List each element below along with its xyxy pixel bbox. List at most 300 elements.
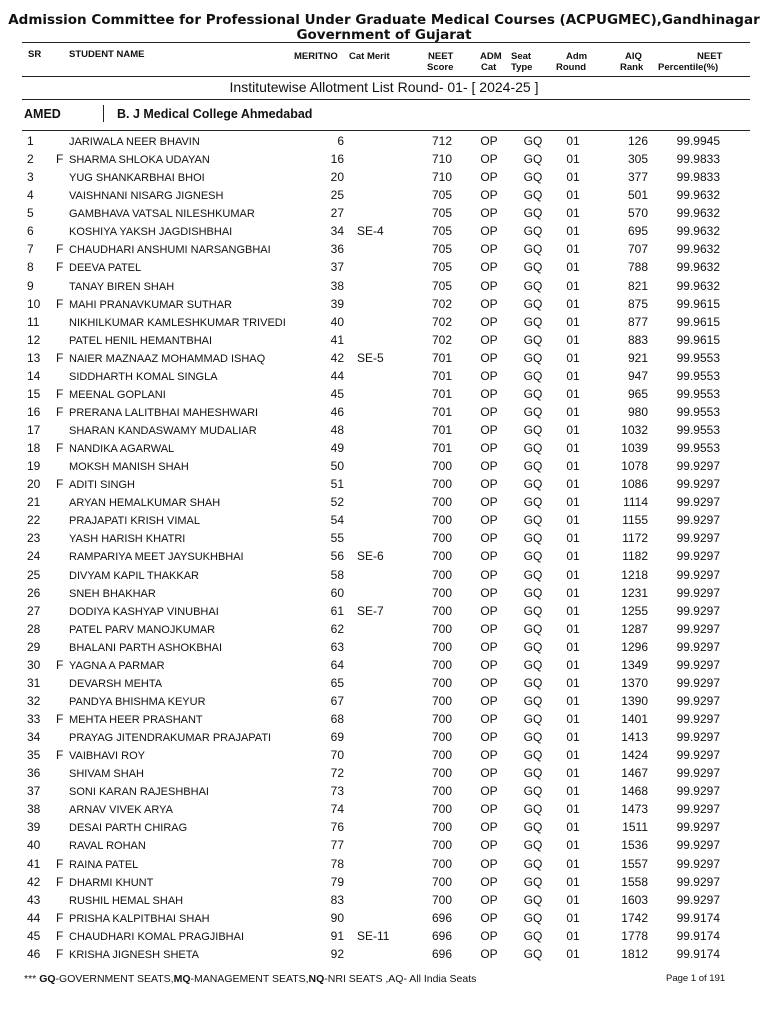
col-percentile-2: Percentile(%) (658, 62, 719, 73)
student-name-cell: BHALANI PARTH ASHOKBHAI (69, 641, 223, 654)
adm-round-cell: 01 (566, 459, 580, 474)
aiq-rank-cell: 1511 (622, 820, 648, 835)
aiq-rank-cell: 1155 (622, 513, 648, 528)
table-row (0, 205, 768, 223)
neet-score-cell: 700 (431, 748, 453, 763)
neet-score-cell: 700 (431, 856, 453, 871)
adm-cat-cell: OP (480, 386, 498, 401)
adm-cat-cell: OP (480, 657, 498, 672)
neet-score-cell: 700 (431, 459, 453, 474)
sr-cell: 27 (27, 603, 41, 618)
gender-cell: F (56, 657, 64, 672)
neet-percentile-cell: 99.9553 (676, 368, 720, 383)
adm-cat-cell: OP (480, 892, 498, 907)
footer-mq-text: -MANAGEMENT SEATS, (190, 973, 309, 985)
seat-type-cell: GQ (523, 874, 543, 889)
sr-cell: 25 (27, 567, 41, 582)
aiq-rank-cell: 1086 (621, 477, 648, 492)
col-student-name: STUDENT NAME (69, 49, 145, 60)
neet-percentile-cell: 99.9553 (676, 386, 720, 401)
aiq-rank-cell: 695 (627, 224, 648, 239)
committee-title: Admission Committee for Professional Under Graduate Medical Courses (ACPUGMEC),Gandhinagar (8, 12, 760, 28)
neet-score-cell: 705 (431, 260, 453, 275)
student-name-cell: PANDYA BHISHMA KEYUR (69, 695, 206, 708)
student-name-cell: YAGNA A PARMAR (69, 659, 165, 672)
student-name-cell: RUSHIL HEMAL SHAH (69, 894, 184, 907)
adm-cat-cell: OP (480, 513, 498, 528)
merit-no-cell: 83 (330, 892, 344, 907)
neet-percentile-cell: 99.9632 (676, 188, 720, 203)
adm-round-cell: 01 (566, 332, 580, 347)
aiq-rank-cell: 980 (627, 404, 648, 419)
seat-type-cell: GQ (523, 712, 543, 726)
table-row (0, 603, 768, 621)
neet-score-cell: 700 (431, 621, 453, 636)
table-row (0, 404, 768, 422)
sr-cell: 6 (27, 224, 34, 239)
seat-type-cell: GQ (523, 946, 543, 961)
merit-no-cell: 90 (330, 910, 344, 925)
neet-percentile-cell: 99.9297 (676, 531, 720, 546)
table-row (0, 332, 768, 350)
merit-no-cell: 55 (330, 531, 344, 546)
aiq-rank-cell: 126 (627, 134, 648, 148)
sr-cell: 12 (27, 332, 41, 347)
aiq-rank-cell: 570 (627, 206, 648, 221)
adm-round-cell: 01 (566, 603, 580, 618)
table-row (0, 422, 768, 440)
institute-code: AMED (24, 107, 61, 121)
sr-cell: 46 (27, 946, 41, 961)
header-rule-bottom (22, 76, 750, 77)
adm-cat-cell: OP (480, 621, 498, 636)
footer-nq: NQ (308, 973, 325, 985)
aiq-rank-cell: 1231 (621, 585, 648, 600)
col-adm-round-1: Adm (566, 51, 588, 62)
table-row (0, 494, 768, 512)
seat-type-cell: GQ (523, 513, 543, 528)
neet-score-cell: 700 (431, 693, 453, 708)
student-name-cell: SHIVAM SHAH (69, 768, 144, 781)
adm-cat-cell: OP (480, 928, 498, 943)
seat-type-cell: GQ (523, 730, 543, 745)
sr-cell: 14 (27, 368, 41, 383)
neet-percentile-cell: 99.9615 (676, 314, 720, 329)
adm-cat-cell: OP (480, 531, 498, 546)
gender-cell: F (56, 712, 64, 726)
merit-no-cell: 77 (330, 838, 344, 853)
neet-percentile-cell: 99.9632 (676, 206, 720, 221)
merit-no-cell: 67 (330, 693, 344, 708)
neet-score-cell: 700 (431, 874, 453, 889)
adm-round-cell: 01 (566, 675, 580, 690)
table-row (0, 711, 768, 729)
sr-cell: 29 (27, 639, 41, 654)
adm-cat-cell: OP (480, 314, 498, 329)
table-row (0, 368, 768, 386)
student-name-cell: DIVYAM KAPIL THAKKAR (69, 569, 200, 582)
adm-round-cell: 01 (566, 441, 580, 456)
footer-mq: MQ (173, 973, 191, 985)
aiq-rank-cell: 821 (627, 278, 648, 293)
student-name-cell: DESAI PARTH CHIRAG (69, 822, 188, 835)
merit-no-cell: 68 (330, 712, 344, 726)
seat-type-cell: GQ (523, 892, 543, 907)
seat-type-cell: GQ (523, 134, 543, 148)
seat-type-cell: GQ (523, 332, 543, 347)
adm-cat-cell: OP (480, 675, 498, 690)
merit-no-cell: 65 (330, 675, 344, 690)
adm-cat-cell: OP (480, 404, 498, 419)
aiq-rank-cell: 1032 (621, 423, 648, 437)
seat-type-cell: GQ (523, 531, 543, 546)
table-row (0, 278, 768, 296)
adm-round-cell: 01 (566, 639, 580, 654)
aiq-rank-cell: 1255 (621, 603, 648, 618)
table-row (0, 314, 768, 332)
adm-cat-cell: OP (480, 639, 498, 654)
table-row (0, 241, 768, 259)
col-percentile-1: NEET (697, 51, 723, 62)
table-row (0, 946, 768, 964)
adm-cat-cell: OP (480, 567, 498, 582)
aiq-rank-cell: 1468 (621, 784, 648, 799)
neet-percentile-cell: 99.9297 (676, 838, 720, 853)
student-name-cell: VAISHNANI NISARG JIGNESH (69, 190, 224, 203)
adm-round-cell: 01 (566, 820, 580, 835)
merit-no-cell: 73 (330, 784, 344, 799)
table-row (0, 296, 768, 314)
neet-score-cell: 701 (431, 386, 453, 401)
student-name-cell: SIDDHARTH KOMAL SINGLA (69, 370, 218, 383)
student-name-cell: CHAUDHARI KOMAL PRAGJIBHAI (69, 930, 245, 943)
neet-score-cell: 705 (431, 206, 453, 221)
neet-score-cell: 700 (431, 657, 453, 672)
student-name-cell: PRISHA KALPITBHAI SHAH (69, 912, 210, 925)
adm-round-cell: 01 (566, 730, 580, 745)
sr-cell: 22 (27, 513, 41, 528)
neet-score-cell: 705 (431, 224, 453, 239)
student-name-cell: PATEL HENIL HEMANTBHAI (69, 334, 213, 347)
student-name-cell: DEEVA PATEL (69, 262, 142, 275)
adm-round-cell: 01 (566, 892, 580, 907)
gender-cell: F (56, 260, 64, 275)
sr-cell: 3 (27, 170, 34, 185)
sr-cell: 15 (27, 386, 41, 401)
adm-round-cell: 01 (566, 513, 580, 528)
adm-round-cell: 01 (566, 838, 580, 853)
neet-percentile-cell: 99.9297 (676, 766, 720, 781)
col-adm-cat-1: ADM (480, 51, 502, 62)
adm-cat-cell: OP (480, 820, 498, 835)
adm-cat-cell: OP (480, 134, 498, 148)
neet-percentile-cell: 99.9615 (676, 332, 720, 347)
seat-type-cell: GQ (523, 206, 543, 221)
seat-type-cell: GQ (523, 856, 543, 871)
table-row (0, 910, 768, 928)
sr-cell: 36 (27, 766, 41, 781)
col-aiq-rank-2: Rank (620, 62, 644, 73)
aiq-rank-cell: 1603 (621, 892, 648, 907)
table-row (0, 657, 768, 675)
student-name-cell: RAVAL ROHAN (69, 840, 146, 853)
student-name-cell: DHARMI KHUNT (69, 876, 154, 889)
gender-cell: F (56, 748, 64, 763)
adm-cat-cell: OP (480, 693, 498, 708)
neet-percentile-cell: 99.9297 (676, 693, 720, 708)
table-row (0, 928, 768, 946)
neet-percentile-cell: 99.9297 (676, 657, 720, 672)
seat-type-cell: GQ (523, 278, 543, 293)
student-name-cell: PRAJAPATI KRISH VIMAL (69, 515, 201, 528)
adm-round-cell: 01 (566, 278, 580, 293)
sr-cell: 17 (27, 423, 41, 437)
aiq-rank-cell: 1039 (621, 441, 648, 456)
adm-cat-cell: OP (480, 296, 498, 311)
adm-cat-cell: OP (480, 242, 498, 257)
merit-no-cell: 78 (330, 856, 344, 871)
seat-type-cell: GQ (523, 693, 543, 708)
adm-cat-cell: OP (480, 278, 498, 293)
student-name-cell: YUG SHANKARBHAI BHOI (69, 172, 205, 185)
allotment-table-body (0, 133, 768, 964)
adm-round-cell: 01 (566, 784, 580, 799)
table-row (0, 639, 768, 657)
merit-no-cell: 6 (337, 134, 344, 148)
adm-cat-cell: OP (480, 332, 498, 347)
neet-percentile-cell: 99.9297 (676, 784, 720, 799)
aiq-rank-cell: 1349 (621, 657, 648, 672)
seat-type-cell: GQ (523, 621, 543, 636)
cat-merit-cell: SE-11 (357, 928, 390, 943)
aiq-rank-cell: 921 (627, 350, 648, 365)
col-sr: SR (28, 49, 42, 60)
seat-type-cell: GQ (523, 404, 543, 419)
aiq-rank-cell: 1557 (621, 856, 648, 871)
adm-round-cell: 01 (566, 946, 580, 961)
sr-cell: 4 (27, 188, 34, 203)
merit-no-cell: 74 (330, 802, 344, 817)
student-name-cell: SHARAN KANDASWAMY MUDALIAR (69, 425, 257, 437)
seat-type-cell: GQ (523, 910, 543, 925)
neet-percentile-cell: 99.9945 (676, 134, 720, 148)
seat-type-cell: GQ (523, 549, 543, 564)
sr-cell: 23 (27, 531, 41, 546)
student-name-cell: PRAYAG JITENDRAKUMAR PRAJAPATI (69, 732, 272, 745)
merit-no-cell: 51 (330, 477, 344, 492)
student-name-cell: RAINA PATEL (69, 858, 139, 871)
adm-cat-cell: OP (480, 712, 498, 726)
aiq-rank-cell: 1182 (622, 549, 648, 564)
adm-round-cell: 01 (566, 368, 580, 383)
sr-cell: 37 (27, 784, 41, 799)
adm-round-cell: 01 (566, 585, 580, 600)
merit-no-cell: 50 (330, 459, 344, 474)
adm-cat-cell: OP (480, 477, 498, 492)
neet-percentile-cell: 99.9297 (676, 856, 720, 871)
seat-type-cell: GQ (523, 838, 543, 853)
student-name-cell: MAHI PRANAVKUMAR SUTHAR (69, 298, 232, 311)
student-name-cell: NANDIKA AGARWAL (69, 443, 175, 456)
institute-divider (103, 105, 104, 122)
neet-score-cell: 702 (431, 332, 453, 347)
adm-round-cell: 01 (566, 567, 580, 582)
seat-type-cell: GQ (523, 152, 543, 167)
neet-score-cell: 700 (431, 477, 453, 492)
table-row (0, 151, 768, 169)
aiq-rank-cell: 1287 (621, 621, 648, 636)
sr-cell: 44 (27, 910, 41, 925)
merit-no-cell: 64 (330, 657, 344, 672)
table-row (0, 621, 768, 639)
merit-no-cell: 36 (330, 242, 344, 257)
adm-round-cell: 01 (566, 170, 580, 185)
neet-percentile-cell: 99.9297 (676, 495, 720, 510)
neet-score-cell: 700 (431, 675, 453, 690)
adm-round-cell: 01 (566, 928, 580, 943)
table-row (0, 783, 768, 801)
neet-percentile-cell: 99.9297 (676, 567, 720, 582)
sr-cell: 20 (27, 477, 41, 492)
seat-type-cell: GQ (523, 423, 543, 437)
aiq-rank-cell: 1558 (621, 874, 648, 889)
neet-percentile-cell: 99.9297 (676, 712, 720, 726)
student-name-cell: VAIBHAVI ROY (69, 750, 146, 763)
neet-score-cell: 702 (431, 296, 453, 311)
adm-round-cell: 01 (566, 260, 580, 275)
sr-cell: 41 (27, 856, 41, 871)
adm-round-cell: 01 (566, 350, 580, 365)
sr-cell: 45 (27, 928, 41, 943)
neet-percentile-cell: 99.9174 (676, 946, 720, 961)
aiq-rank-cell: 1812 (621, 946, 648, 961)
cat-merit-cell: SE-5 (357, 350, 384, 365)
neet-percentile-cell: 99.9553 (676, 441, 720, 456)
adm-cat-cell: OP (480, 441, 498, 456)
neet-percentile-cell: 99.9632 (676, 260, 720, 275)
table-row (0, 476, 768, 494)
gender-cell: F (56, 874, 64, 889)
merit-no-cell: 20 (330, 170, 344, 185)
sr-cell: 21 (27, 495, 41, 510)
neet-score-cell: 696 (431, 928, 453, 943)
footer-gq: GQ (39, 973, 56, 985)
adm-cat-cell: OP (480, 730, 498, 745)
neet-score-cell: 705 (431, 188, 453, 203)
sr-cell: 30 (27, 657, 41, 672)
sr-cell: 35 (27, 748, 41, 763)
sr-cell: 28 (27, 621, 41, 636)
neet-percentile-cell: 99.9297 (676, 477, 720, 492)
sr-cell: 19 (27, 459, 41, 474)
adm-cat-cell: OP (480, 910, 498, 925)
seat-type-cell: GQ (523, 928, 543, 943)
gender-cell: F (56, 928, 64, 943)
neet-score-cell: 701 (431, 441, 453, 456)
neet-percentile-cell: 99.9297 (676, 748, 720, 763)
aiq-rank-cell: 1742 (621, 910, 648, 925)
sr-cell: 18 (27, 441, 41, 456)
student-name-cell: MEENAL GOPLANI (69, 388, 166, 401)
sr-cell: 1 (27, 134, 34, 148)
sr-cell: 42 (27, 874, 41, 889)
neet-percentile-cell: 99.9174 (676, 910, 720, 925)
student-name-cell: SONI KARAN RAJESHBHAI (69, 786, 209, 799)
student-name-cell: ARNAV VIVEK ARYA (69, 804, 173, 817)
merit-no-cell: 91 (330, 928, 344, 943)
student-name-cell: KRISHA JIGNESH SHETA (69, 948, 199, 961)
table-row (0, 169, 768, 187)
merit-no-cell: 76 (330, 820, 344, 835)
table-row (0, 837, 768, 855)
aiq-rank-cell: 501 (627, 188, 648, 203)
sr-cell: 7 (27, 242, 34, 257)
gender-cell: F (56, 946, 64, 961)
title-rule (22, 99, 750, 100)
seat-type-cell: GQ (523, 170, 543, 185)
adm-round-cell: 01 (566, 495, 580, 510)
footer-nq-text: -NRI SEATS ,AQ- All India Seats (324, 973, 477, 985)
student-name-cell: ARYAN HEMALKUMAR SHAH (69, 497, 221, 510)
gender-cell: F (56, 441, 64, 456)
neet-score-cell: 700 (431, 603, 453, 618)
neet-score-cell: 710 (431, 152, 453, 167)
cat-merit-cell: SE-4 (357, 224, 384, 239)
col-adm-cat-2: Cat (481, 62, 497, 73)
seat-type-cell: GQ (523, 224, 543, 239)
aiq-rank-cell: 1390 (621, 693, 648, 708)
neet-score-cell: 702 (431, 314, 453, 329)
student-name-cell: RAMPARIYA MEET JAYSUKHBHAI (69, 551, 244, 564)
gender-cell: F (56, 386, 64, 401)
table-row (0, 567, 768, 585)
sr-cell: 9 (27, 278, 34, 293)
merit-no-cell: 52 (330, 495, 344, 510)
merit-no-cell: 42 (330, 350, 344, 365)
student-name-cell: DEVARSH MEHTA (69, 677, 163, 690)
neet-percentile-cell: 99.9615 (676, 296, 720, 311)
table-row (0, 512, 768, 530)
adm-round-cell: 01 (566, 206, 580, 221)
aiq-rank-cell: 1401 (621, 712, 648, 726)
col-adm-round-2: Round (556, 62, 587, 73)
aiq-rank-cell: 1413 (621, 730, 648, 745)
aiq-rank-cell: 1473 (621, 802, 648, 817)
table-row (0, 856, 768, 874)
neet-percentile-cell: 99.9174 (676, 928, 720, 943)
adm-cat-cell: OP (480, 350, 498, 365)
merit-no-cell: 63 (330, 639, 344, 654)
sr-cell: 16 (27, 404, 41, 419)
sr-cell: 13 (27, 350, 41, 365)
aiq-rank-cell: 707 (627, 242, 648, 257)
sr-cell: 39 (27, 820, 41, 835)
neet-score-cell: 696 (431, 946, 453, 961)
sr-cell: 40 (27, 838, 41, 853)
aiq-rank-cell: 883 (627, 332, 648, 347)
seat-type-cell: GQ (523, 188, 543, 203)
neet-percentile-cell: 99.9297 (676, 603, 720, 618)
student-name-cell: DODIYA KASHYAP VINUBHAI (69, 605, 219, 618)
neet-score-cell: 700 (431, 549, 453, 564)
merit-no-cell: 92 (330, 946, 344, 961)
aiq-rank-cell: 1536 (621, 838, 648, 853)
merit-no-cell: 34 (330, 224, 344, 239)
table-row (0, 874, 768, 892)
neet-percentile-cell: 99.9833 (676, 170, 720, 185)
aiq-rank-cell: 1467 (621, 766, 648, 781)
sr-cell: 32 (27, 693, 41, 708)
